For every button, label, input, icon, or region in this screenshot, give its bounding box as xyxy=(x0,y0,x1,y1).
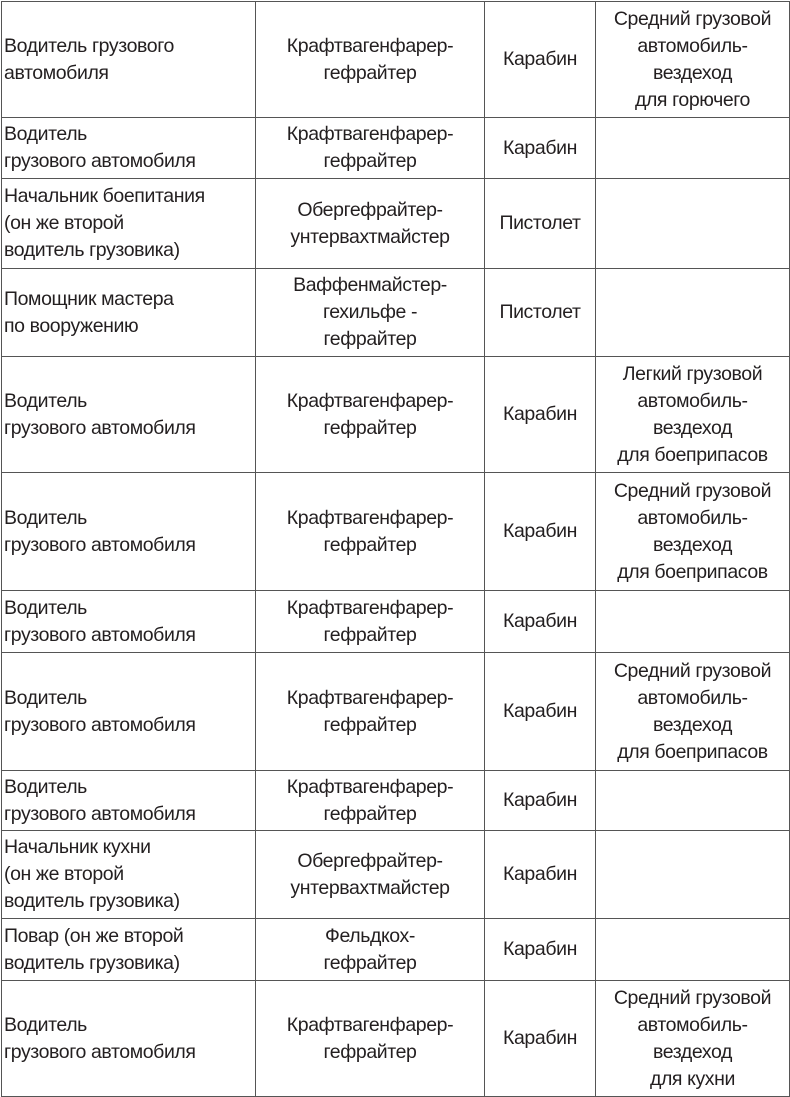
rank-cell: Крафтвагенфарер- гефрайтер xyxy=(256,357,485,473)
weapon-cell: Карабин xyxy=(485,473,596,591)
weapon-cell: Пистолет xyxy=(485,179,596,269)
table-row xyxy=(2,919,790,981)
rank-cell: Обергефрайтер- унтервахтмайстер xyxy=(256,831,485,919)
vehicle-cell: Средний грузовой автомобиль- вездеход для боеприпасов xyxy=(596,653,790,771)
vehicle-cell xyxy=(596,269,790,357)
vehicle-cell: Средний грузовой автомобиль- вездеход для боеприпасов xyxy=(596,473,790,591)
position-cell: Повар (он же второй водитель грузовика) xyxy=(2,919,256,981)
position-cell: Водитель грузового автомобиля xyxy=(2,981,256,1097)
rank-cell: Крафтвагенфарер- гефрайтер xyxy=(256,591,485,653)
rank-cell: Ваффенмайстер- гехильфе - гефрайтер xyxy=(256,269,485,357)
weapon-cell: Карабин xyxy=(485,118,596,179)
vehicle-cell xyxy=(596,591,790,653)
vehicle-cell: Легкий грузовой автомобиль- вездеход для боеприпасов xyxy=(596,357,790,473)
rank-cell: Крафтвагенфарер- гефрайтер xyxy=(256,771,485,831)
position-cell: Водитель грузового автомобиля xyxy=(2,118,256,179)
position-cell: Помощник мастера по вооружению xyxy=(2,269,256,357)
weapon-cell: Карабин xyxy=(485,981,596,1097)
position-cell: Начальник кухни (он же второй водитель грузовика) xyxy=(2,831,256,919)
table-row xyxy=(2,118,790,179)
table-row xyxy=(2,357,790,473)
vehicle-cell xyxy=(596,919,790,981)
vehicle-cell xyxy=(596,831,790,919)
weapon-cell: Карабин xyxy=(485,2,596,118)
position-cell: Водитель грузового автомобиля xyxy=(2,591,256,653)
table-row xyxy=(2,269,790,357)
vehicle-cell: Средний грузовой автомобиль- вездеход для горючего xyxy=(596,2,790,118)
vehicle-cell xyxy=(596,771,790,831)
table-row xyxy=(2,981,790,1097)
position-cell: Водитель грузового автомобиля xyxy=(2,473,256,591)
weapon-cell: Карабин xyxy=(485,591,596,653)
vehicle-cell xyxy=(596,179,790,269)
position-cell: Водитель грузового автомобиля xyxy=(2,771,256,831)
table-row xyxy=(2,831,790,919)
weapon-cell: Карабин xyxy=(485,919,596,981)
rank-cell: Фельдкох- гефрайтер xyxy=(256,919,485,981)
table-row xyxy=(2,179,790,269)
table-row xyxy=(2,653,790,771)
position-cell: Водитель грузового автомобиля xyxy=(2,653,256,771)
table-row xyxy=(2,771,790,831)
weapon-cell: Карабин xyxy=(485,653,596,771)
rank-cell: Крафтвагенфарер- гефрайтер xyxy=(256,473,485,591)
rank-cell: Крафтвагенфарер- гефрайтер xyxy=(256,981,485,1097)
table-row xyxy=(2,473,790,591)
rank-cell: Обергефрайтер- унтервахтмайстер xyxy=(256,179,485,269)
rank-cell: Крафтвагенфарер- гефрайтер xyxy=(256,118,485,179)
table-row xyxy=(2,591,790,653)
vehicle-cell: Средний грузовой автомобиль- вездеход для кухни xyxy=(596,981,790,1097)
personnel-table xyxy=(1,1,790,1097)
rank-cell: Крафтвагенфарер- гефрайтер xyxy=(256,2,485,118)
position-cell: Начальник боепитания (он же второй водитель грузовика) xyxy=(2,179,256,269)
rank-cell: Крафтвагенфарер- гефрайтер xyxy=(256,653,485,771)
position-cell: Водитель грузового автомобиля xyxy=(2,357,256,473)
weapon-cell: Пистолет xyxy=(485,269,596,357)
position-cell: Водитель грузового автомобиля xyxy=(2,2,256,118)
weapon-cell: Карабин xyxy=(485,771,596,831)
table-row xyxy=(2,2,790,118)
weapon-cell: Карабин xyxy=(485,357,596,473)
weapon-cell: Карабин xyxy=(485,831,596,919)
vehicle-cell xyxy=(596,118,790,179)
